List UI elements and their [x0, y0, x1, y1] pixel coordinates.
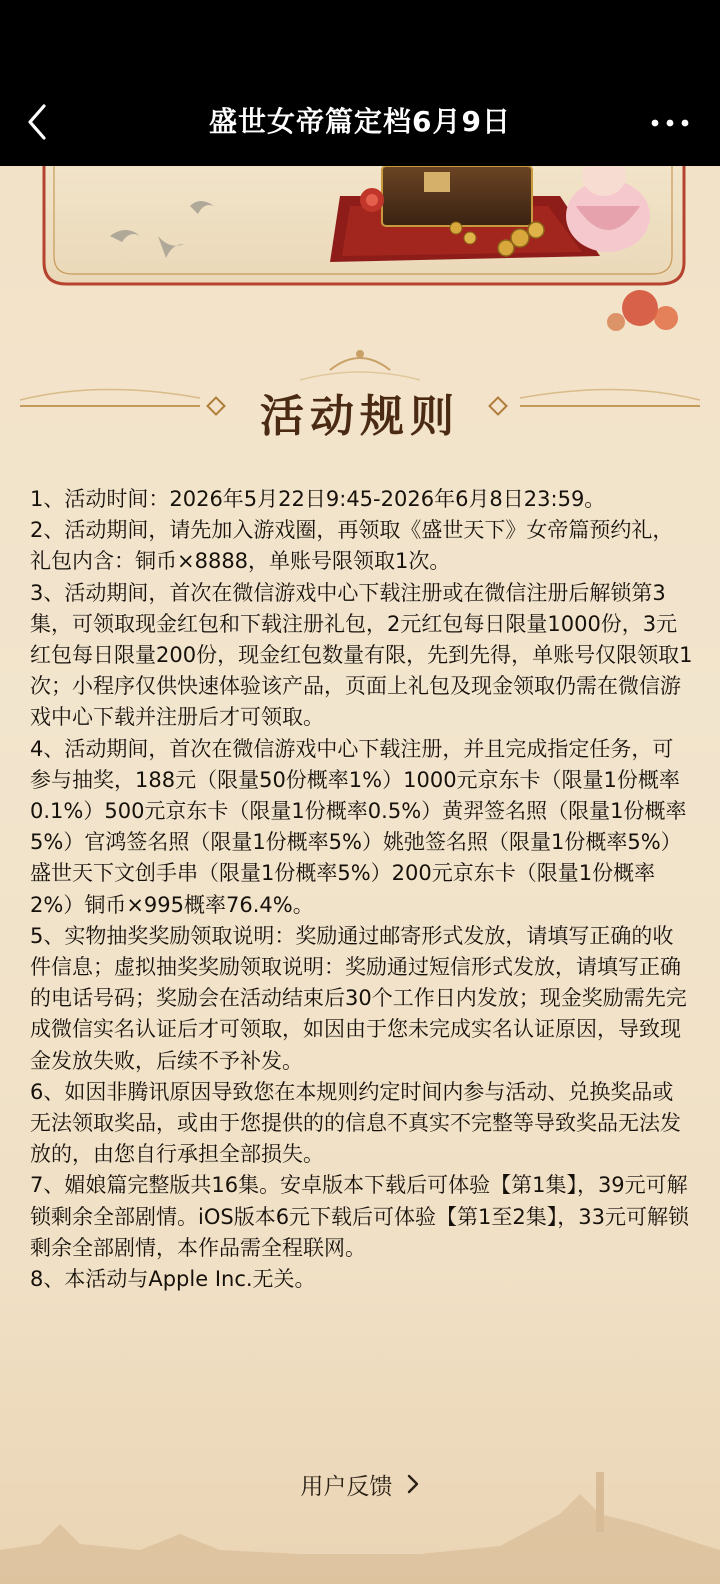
- chevron-left-icon: [18, 100, 58, 144]
- feedback-label: 用户反馈: [300, 1474, 393, 1500]
- top-nav-bar: [0, 0, 720, 166]
- rule-item: 1、活动时间：2026年5月22日9:45-2026年6月8日23:59。: [30, 487, 606, 511]
- rule-item: 8、本活动与Apple Inc.无关。: [30, 1267, 316, 1292]
- chevron-right-icon: [406, 1473, 420, 1501]
- more-dots-icon: [650, 106, 690, 140]
- more-button[interactable]: [650, 106, 690, 140]
- page-title: 盛世女帝篇定档6月9日: [209, 105, 511, 138]
- back-button[interactable]: [18, 100, 58, 144]
- rule-item: 6、如因非腾讯原因导致您在本规则约定时间内参与活动、兑换奖品或无法领取奖品，或由于您提供的的信息不真实不完整等导致奖品无法发放的，由您自行承担全部损失。: [30, 1079, 681, 1167]
- rule-item: 5、实物抽奖奖励领取说明：奖励通过邮寄形式发放，请填写正确的收件信息；虚拟抽奖奖励领取说明：奖励通过短信形式发放，请填写正确的电话号码；奖励会在活动结束后30个工作日内发放；现金奖励需先完成微信实名认证后才可领取，如因由于您未完成实名认证原因，导致现金发放失败，后续不予补发。: [30, 923, 687, 1073]
- rules-section-header: [0, 340, 720, 480]
- banner-illustration: [0, 166, 720, 336]
- rule-item: 7、媚娘篇完整版共16集。安卓版本下载后可体验【第1集】，39元可解锁剩余全部剧情。iOS版本6元下载后可体验【第1至2集】，33元可解锁剩余全部剧情，本作品需全程联网。: [30, 1173, 689, 1260]
- rules-list: [30, 484, 694, 1295]
- user-feedback-link[interactable]: [0, 1468, 720, 1501]
- rule-item: 4、活动期间，首次在微信游戏中心下载注册，并且完成指定任务，可参与抽奖，188元（限量50份概率1%）1000元京东卡（限量1份概率0.1%）500元京东卡（限量1份概率0.5%）黄羿签名照（限量1份概率5%）官鸿签名照（限量1份概率5%）姚弛签名照（限量1份概率5%）盛世天下文创手串（限量1份概率5%）200元京东卡（限量1份概率2%）铜币×995概率76.4%。: [30, 736, 687, 917]
- rules-title: 活动规则: [260, 391, 460, 442]
- rule-item: 3、活动期间，首次在微信游戏中心下载注册或在微信注册后解锁第3集，可领取现金红包和下载注册礼包，2元红包每日限量1000份，3元红包每日限量200份，现金红包数量有限，先到先得，单账号仅限领取1次；小程序仅供快速体验该产品，页面上礼包及现金领取仍需在微信游戏中心下载并注册后才可领取。: [30, 580, 693, 730]
- rule-item: 2、活动期间，请先加入游戏圈，再领取《盛世天下》女帝篇预约礼，礼包内含：铜币×8888，单账号限领取1次。: [30, 518, 674, 574]
